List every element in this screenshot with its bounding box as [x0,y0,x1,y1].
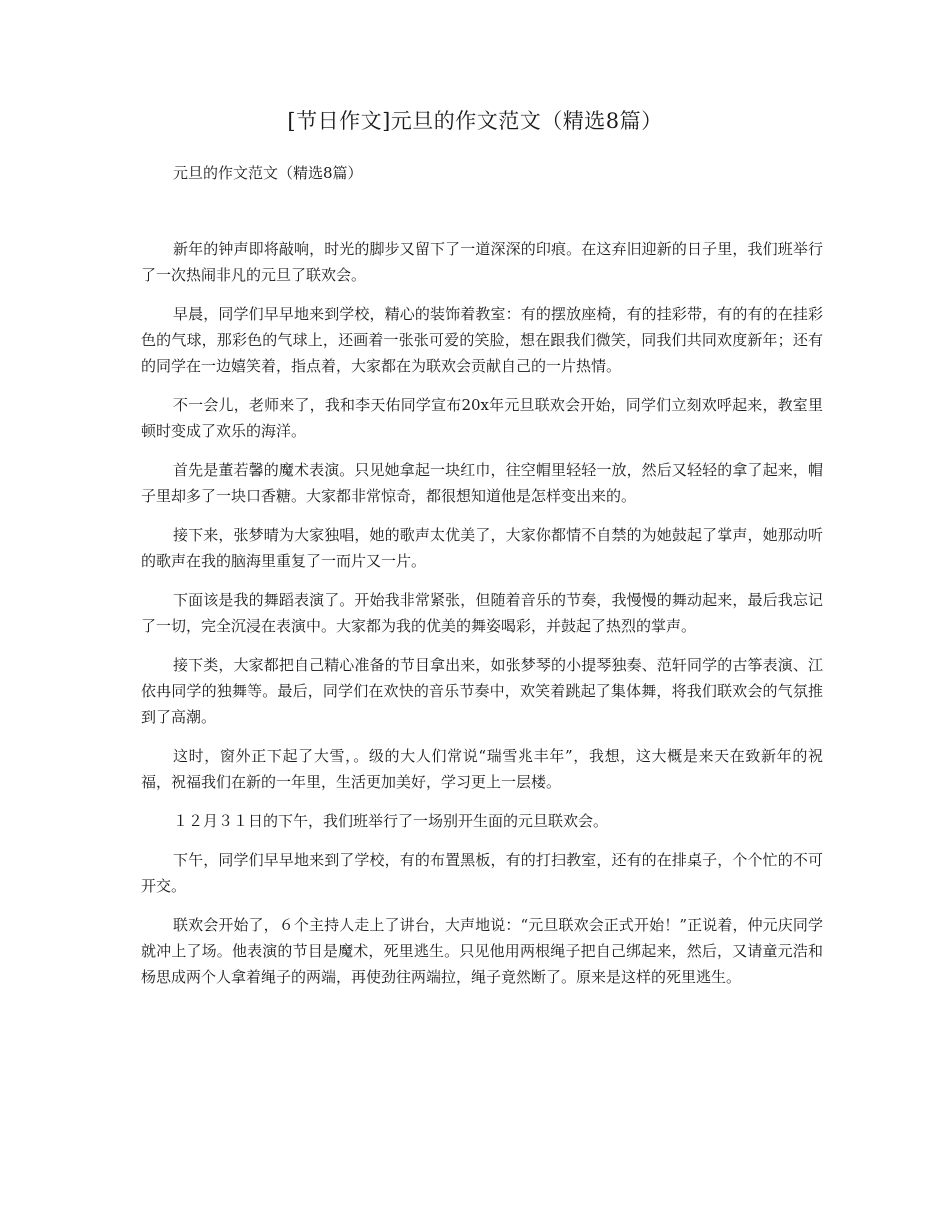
paragraph: １２月３１日的下午，我们班举行了一场别开生面的元旦联欢会。 [173,812,609,830]
paragraph: 下面该是我的舞蹈表演了。开始我非常紧张，但随着音乐的节奏，我慢慢的舞动起来，最后我忘记了一切，完全沉浸在表演中。大家都为我的优美的舞姿喝彩，并鼓起了热烈的掌声。 [141,591,823,635]
paragraph: 接下类，大家都把自己精心准备的节目拿出来，如张梦琴的小提琴独奏、范轩同学的古筝表演、江依冉同学的独舞等。最后，同学们在欢快的音乐节奏中，欢笑着跳起了集体舞，将我们联欢会的气氛推到了高潮。 [141,656,823,726]
paragraph: 新年的钟声即将敲响，时光的脚步又留下了一道深深的印痕。在这弃旧迎新的日子里，我们班举行了一次热闹非凡的元旦了联欢会。 [141,240,823,284]
paragraph: 首先是董若馨的魔术表演。只见她拿起一块红巾，往空帽里轻轻一放，然后又轻轻的拿了起来，帽子里却多了一块口香糖。大家都非常惊奇，都很想知道他是怎样变出来的。 [141,461,823,505]
paragraph: 联欢会开始了，６个主持人走上了讲台，大声地说：“元旦联欢会正式开始！”正说着，仲元庆同学就冲上了场。他表演的节目是魔术，死里逃生。只见他用两根绳子把自己绑起来，然后，又请童元浩和杨思成两个人拿着绳子的两端，再使劲往两端拉，绳子竟然断了。原来是这样的死里逃生。 [141,916,823,986]
document-body [141,236,823,1003]
paragraph: 下午，同学们早早地来到了学校，有的布置黑板，有的打扫教室，还有的在排桌子，个个忙的不可开交。 [141,851,823,895]
document-subtitle: 元旦的作文范文（精选8篇） [173,164,363,182]
paragraph: 接下来，张梦晴为大家独唱，她的歌声太优美了，大家你都情不自禁的为她鼓起了掌声，她那动听的歌声在我的脑海里重复了一而片又一片。 [141,526,823,570]
paragraph: 不一会儿，老师来了，我和李天佑同学宣布20x年元旦联欢会开始，同学们立刻欢呼起来，教室里顿时变成了欢乐的海洋。 [141,396,823,440]
paragraph: 早晨，同学们早早地来到学校，精心的装饰着教室：有的摆放座椅，有的挂彩带，有的有的在挂彩色的气球，那彩色的气球上，还画着一张张可爱的笑脸，想在跟我们微笑，同我们共同欢度新年；还有的同学在一边嬉笑着，指点着，大家都在为联欢会贡献自己的一片热情。 [141,305,823,375]
paragraph: 这时，窗外正下起了大雪，。级的大人们常说“瑞雪兆丰年”，我想，这大概是来天在致新年的祝福，祝福我们在新的一年里，生活更加美好，学习更上一层楼。 [141,747,823,791]
document-title: [节日作文]元旦的作文范文（精选8篇） [287,109,663,133]
